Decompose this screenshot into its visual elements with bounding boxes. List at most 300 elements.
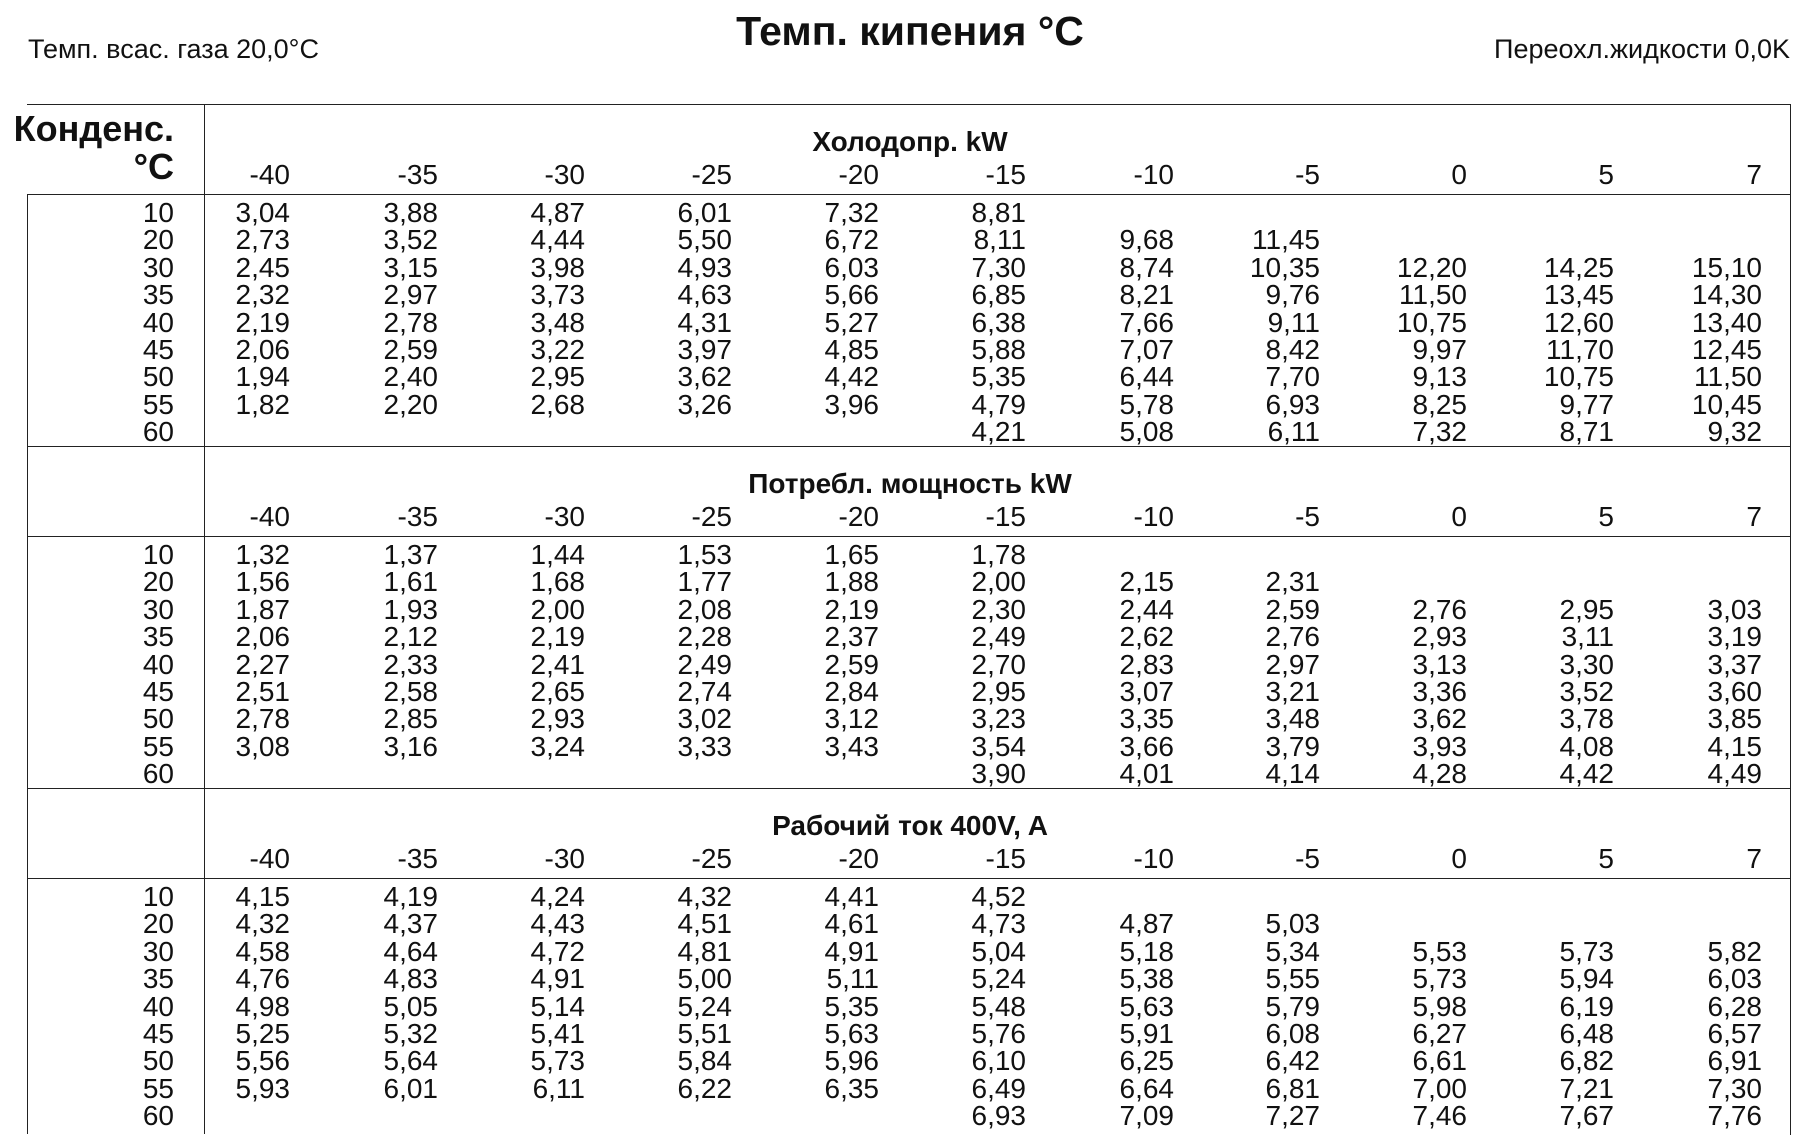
table-cell: 1,32 <box>235 539 290 570</box>
table-cell: 6,01 <box>677 197 732 228</box>
table-cell: 5,04 <box>971 935 1026 967</box>
table-cell: 4,43 <box>530 908 585 940</box>
table-cell: 3,33 <box>677 730 732 762</box>
evap-temp-header: -10 <box>1133 843 1174 874</box>
evap-temp-header: -15 <box>985 843 1026 874</box>
table-cell: 3,90 <box>971 758 1026 790</box>
table-cell: 3,04 <box>235 197 290 228</box>
table-cell: 8,42 <box>1265 334 1320 365</box>
table-cell: 4,58 <box>235 935 290 967</box>
table-cell: 2,15 <box>1119 566 1174 598</box>
table-cell: 2,93 <box>530 703 585 735</box>
evap-temp-header: 7 <box>1746 159 1762 190</box>
table-cell: 6,11 <box>1267 416 1320 448</box>
table-cell: 5,73 <box>1412 963 1467 995</box>
table-cell: 5,53 <box>1412 935 1467 967</box>
evap-temp-header: -20 <box>838 159 879 190</box>
table-cell: 4,91 <box>824 935 879 967</box>
evap-temp-header: -40 <box>249 159 290 190</box>
table-cell: 3,52 <box>383 224 438 256</box>
table-cell: 3,36 <box>1412 676 1467 707</box>
table-cell: 2,97 <box>383 279 438 311</box>
table-cell: 2,28 <box>677 621 732 653</box>
evap-temp-header: -35 <box>397 159 438 190</box>
evap-temp-header: 5 <box>1598 159 1614 190</box>
cond-temp-label: 40 <box>142 990 174 1022</box>
table-cell: 2,06 <box>235 621 290 653</box>
table-cell: 6,57 <box>1707 1018 1762 1049</box>
table-cell: 4,98 <box>235 990 290 1022</box>
table-cell: 5,73 <box>1559 935 1614 967</box>
table-cell: 6,27 <box>1412 1018 1467 1049</box>
table-cell: 5,14 <box>530 990 585 1022</box>
table-cell: 4,01 <box>1119 758 1174 790</box>
table-cell: 2,70 <box>971 648 1026 680</box>
table-cell: 6,49 <box>971 1072 1026 1104</box>
table-cell: 5,00 <box>677 963 732 995</box>
cond-temp-label: 40 <box>142 306 174 338</box>
table-cell: 5,27 <box>824 306 879 338</box>
table-cell: 2,74 <box>677 676 732 707</box>
table-cell: 1,77 <box>677 566 732 598</box>
table-cell: 4,42 <box>1559 758 1614 790</box>
evap-temp-header: -30 <box>544 843 585 874</box>
cond-temp-label: 20 <box>142 224 174 256</box>
table-cell: 2,78 <box>383 306 438 338</box>
table-cell: 6,93 <box>1265 388 1320 420</box>
table-cell: 3,60 <box>1707 676 1762 707</box>
table-cell: 5,73 <box>530 1045 585 1077</box>
evap-temp-header: 5 <box>1598 501 1614 532</box>
table-cell: 7,30 <box>1707 1072 1762 1104</box>
table-cell: 4,63 <box>677 279 732 311</box>
evap-temp-header: -15 <box>985 159 1026 190</box>
table-cell: 2,68 <box>530 388 585 420</box>
table-cell: 2,59 <box>383 334 438 365</box>
table-cell: 6,35 <box>824 1072 879 1104</box>
table-cell: 6,38 <box>971 306 1026 338</box>
table-cell: 6,61 <box>1412 1045 1467 1077</box>
table-cell: 1,65 <box>824 539 879 570</box>
table-cell: 5,50 <box>677 224 732 256</box>
table-cell: 4,81 <box>677 935 732 967</box>
table-cell: 8,74 <box>1119 251 1174 283</box>
table-cell: 2,00 <box>971 566 1026 598</box>
table-cell: 12,60 <box>1543 306 1614 338</box>
evap-temp-header: 0 <box>1451 501 1467 532</box>
table-cell: 3,96 <box>824 388 879 420</box>
table-cell: 1,87 <box>235 593 290 625</box>
table-cell: 2,83 <box>1119 648 1174 680</box>
table-cell: 5,88 <box>971 334 1026 365</box>
evap-temp-header: -25 <box>691 159 732 190</box>
table-cell: 11,45 <box>1252 224 1320 256</box>
table-cell: 6,64 <box>1119 1072 1174 1104</box>
table-cell: 5,08 <box>1119 416 1174 448</box>
evap-temp-header: -25 <box>691 501 732 532</box>
table-cell: 3,85 <box>1707 703 1762 735</box>
table-cell: 6,08 <box>1265 1018 1320 1049</box>
table-cell: 2,58 <box>383 676 438 707</box>
table-cell: 6,03 <box>1707 963 1762 995</box>
table-cell: 3,73 <box>530 279 585 311</box>
table-cell: 5,63 <box>1119 990 1174 1022</box>
table-cell: 3,24 <box>530 730 585 762</box>
table-cell: 3,88 <box>383 197 438 228</box>
header-underline <box>27 878 1790 879</box>
table-cell: 5,32 <box>383 1018 438 1049</box>
table-cell: 4,14 <box>1265 758 1320 790</box>
table-cell: 7,66 <box>1119 306 1174 338</box>
table-cell: 3,02 <box>677 703 732 735</box>
cond-temp-label: 55 <box>142 388 174 420</box>
table-cell: 4,15 <box>235 881 290 912</box>
evap-temp-header: 7 <box>1746 501 1762 532</box>
table-cell: 3,66 <box>1119 730 1174 762</box>
table-cell: 2,33 <box>383 648 438 680</box>
table-cell: 5,35 <box>824 990 879 1022</box>
evap-temp-header: -35 <box>397 501 438 532</box>
table-cell: 1,93 <box>383 593 438 625</box>
table-cell: 15,10 <box>1691 251 1762 283</box>
cond-temp-label: 10 <box>142 539 174 570</box>
table-cell: 5,24 <box>971 963 1026 995</box>
table-cell: 3,11 <box>1561 621 1614 653</box>
table-cell: 3,37 <box>1707 648 1762 680</box>
cond-temp-label: 10 <box>142 881 174 912</box>
table-cell: 5,41 <box>530 1018 585 1049</box>
evap-temp-header: -10 <box>1133 159 1174 190</box>
table-cell: 4,87 <box>1119 908 1174 940</box>
table-cell: 3,52 <box>1559 676 1614 707</box>
table-cell: 3,48 <box>530 306 585 338</box>
table-cell: 1,61 <box>383 566 438 598</box>
table-cell: 2,49 <box>971 621 1026 653</box>
cond-temp-label: 30 <box>142 251 174 283</box>
evap-temp-header: -40 <box>249 843 290 874</box>
cond-temp-label: 50 <box>142 361 174 393</box>
table-cell: 2,20 <box>383 388 438 420</box>
condensing-temp-unit: °C <box>133 146 174 187</box>
table-cell: 3,15 <box>383 251 438 283</box>
table-cell: 2,19 <box>530 621 585 653</box>
cond-temp-label: 55 <box>142 730 174 762</box>
cond-temp-label: 45 <box>142 334 174 365</box>
table-cell: 2,30 <box>971 593 1026 625</box>
cond-temp-label: 60 <box>142 758 174 790</box>
table-cell: 4,49 <box>1707 758 1762 790</box>
table-cell: 4,21 <box>971 416 1026 448</box>
evap-temp-header: -30 <box>544 159 585 190</box>
table-cell: 5,82 <box>1707 935 1762 967</box>
table-cell: 5,18 <box>1119 935 1174 967</box>
evap-temp-header: -10 <box>1133 501 1174 532</box>
liquid-subcooling-label: Переохл.жидкости 0,0K <box>1494 34 1790 64</box>
header-underline <box>27 536 1790 537</box>
page-title: Темп. кипения °C <box>736 8 1084 54</box>
condensing-temp-title: Конденс. <box>13 108 174 149</box>
table-cell: 6,81 <box>1265 1072 1320 1104</box>
cond-temp-label: 60 <box>142 1100 174 1132</box>
table-cell: 9,97 <box>1412 334 1467 365</box>
table-cell: 2,12 <box>383 621 438 653</box>
table-cell: 7,46 <box>1412 1100 1467 1132</box>
cond-temp-label: 50 <box>142 703 174 735</box>
table-cell: 5,51 <box>677 1018 732 1049</box>
evap-temp-header: -25 <box>691 843 732 874</box>
table-cell: 9,76 <box>1265 279 1320 311</box>
table-cell: 6,72 <box>824 224 879 256</box>
table-cell: 3,03 <box>1707 593 1762 625</box>
table-cell: 5,64 <box>383 1045 438 1077</box>
table-cell: 6,25 <box>1119 1045 1174 1077</box>
table-cell: 2,00 <box>530 593 585 625</box>
table-cell: 4,85 <box>824 334 879 365</box>
table-cell: 3,19 <box>1707 621 1762 653</box>
table-cell: 2,41 <box>530 648 585 680</box>
table-cell: 8,81 <box>971 197 1026 228</box>
table-cell: 6,11 <box>532 1072 585 1104</box>
table-cell: 3,30 <box>1559 648 1614 680</box>
table-cell: 5,63 <box>824 1018 879 1049</box>
table-cell: 7,70 <box>1265 361 1320 393</box>
evap-temp-header: -30 <box>544 501 585 532</box>
table-cell: 11,50 <box>1399 279 1467 311</box>
section-divider <box>27 788 1790 789</box>
cond-temp-label: 10 <box>142 197 174 228</box>
cond-temp-label: 45 <box>142 1018 174 1049</box>
table-cell: 7,67 <box>1559 1100 1614 1132</box>
table-cell: 4,72 <box>530 935 585 967</box>
table-cell: 2,97 <box>1265 648 1320 680</box>
table-cell: 7,21 <box>1559 1072 1614 1104</box>
table-cell: 4,79 <box>971 388 1026 420</box>
table-cell: 2,08 <box>677 593 732 625</box>
table-cell: 4,32 <box>235 908 290 940</box>
cond-temp-label: 30 <box>142 593 174 625</box>
table-cell: 12,45 <box>1691 334 1762 365</box>
table-cell: 5,93 <box>235 1072 290 1104</box>
table-cell: 3,48 <box>1265 703 1320 735</box>
table-cell: 2,59 <box>1265 593 1320 625</box>
table-cell: 6,10 <box>971 1045 1026 1077</box>
table-cell: 2,76 <box>1265 621 1320 653</box>
cond-temp-label: 35 <box>142 279 174 311</box>
table-cell: 3,97 <box>677 334 732 365</box>
table-cell: 5,25 <box>235 1018 290 1049</box>
evap-temp-header: 7 <box>1746 843 1762 874</box>
table-cell: 4,24 <box>530 881 585 912</box>
table-cell: 6,22 <box>677 1072 732 1104</box>
table-cell: 2,62 <box>1119 621 1174 653</box>
table-cell: 3,62 <box>677 361 732 393</box>
table-cell: 4,31 <box>677 306 732 338</box>
table-cell: 1,53 <box>677 539 732 570</box>
table-cell: 5,34 <box>1265 935 1320 967</box>
header-underline <box>27 194 1790 195</box>
table-cell: 2,06 <box>235 334 290 365</box>
table-cell: 7,27 <box>1265 1100 1320 1132</box>
table-cell: 2,32 <box>235 279 290 311</box>
table-cell: 8,21 <box>1119 279 1174 311</box>
table-cell: 5,55 <box>1265 963 1320 995</box>
cond-temp-label: 20 <box>142 908 174 940</box>
table-cell: 5,98 <box>1412 990 1467 1022</box>
table-cell: 2,73 <box>235 224 290 256</box>
evap-temp-header: 0 <box>1451 159 1467 190</box>
table-cell: 13,45 <box>1543 279 1614 311</box>
table-cell: 1,82 <box>235 388 290 420</box>
cond-temp-label: 50 <box>142 1045 174 1077</box>
table-cell: 8,71 <box>1559 416 1614 448</box>
table-cell: 5,66 <box>824 279 879 311</box>
table-cell: 2,78 <box>235 703 290 735</box>
table-cell: 3,26 <box>677 388 732 420</box>
evap-temp-header: 0 <box>1451 843 1467 874</box>
table-cell: 5,35 <box>971 361 1026 393</box>
table-cell: 3,08 <box>235 730 290 762</box>
table-cell: 7,09 <box>1119 1100 1174 1132</box>
table-cell: 4,37 <box>383 908 438 940</box>
table-cell: 9,11 <box>1267 306 1320 338</box>
table-cell: 2,44 <box>1119 593 1174 625</box>
table-cell: 5,79 <box>1265 990 1320 1022</box>
table-cell: 4,76 <box>235 963 290 995</box>
table-cell: 6,93 <box>971 1100 1026 1132</box>
table-cell: 10,35 <box>1249 251 1320 283</box>
table-cell: 3,78 <box>1559 703 1614 735</box>
table-cell: 7,32 <box>1412 416 1467 448</box>
table-cell: 3,43 <box>824 730 879 762</box>
evap-temp-header: 5 <box>1598 843 1614 874</box>
table-cell: 4,87 <box>530 197 585 228</box>
table-cell: 7,32 <box>824 197 879 228</box>
table-cell: 3,79 <box>1265 730 1320 762</box>
table-cell: 2,45 <box>235 251 290 283</box>
table-cell: 5,96 <box>824 1045 879 1077</box>
table-cell: 3,35 <box>1119 703 1174 735</box>
table-cell: 3,12 <box>824 703 879 735</box>
table-cell: 14,25 <box>1543 251 1614 283</box>
table-cell: 4,61 <box>824 908 879 940</box>
table-cell: 4,41 <box>824 881 879 912</box>
suction-gas-temp-label: Темп. всас. газа 20,0°C <box>28 34 319 64</box>
table-cell: 2,49 <box>677 648 732 680</box>
section-title: Рабочий ток 400V, A <box>772 810 1048 841</box>
table-cell: 5,84 <box>677 1045 732 1077</box>
table-cell: 7,07 <box>1119 334 1174 365</box>
table-cell: 5,56 <box>235 1045 290 1077</box>
table-cell: 5,91 <box>1119 1018 1174 1049</box>
table-cell: 6,48 <box>1559 1018 1614 1049</box>
table-cell: 2,84 <box>824 676 879 707</box>
table-cell: 4,73 <box>971 908 1026 940</box>
table-cell: 4,83 <box>383 963 438 995</box>
table-cell: 10,75 <box>1396 306 1467 338</box>
table-frame-left-border <box>27 194 28 1134</box>
table-cell: 5,03 <box>1265 908 1320 940</box>
table-cell: 3,13 <box>1412 648 1467 680</box>
table-cell: 4,32 <box>677 881 732 912</box>
table-cell: 2,76 <box>1412 593 1467 625</box>
table-cell: 11,70 <box>1546 334 1614 365</box>
table-cell: 11,50 <box>1694 361 1762 393</box>
table-cell: 5,05 <box>383 990 438 1022</box>
table-cell: 4,93 <box>677 251 732 283</box>
table-cell: 5,78 <box>1119 388 1174 420</box>
table-cell: 4,42 <box>824 361 879 393</box>
cond-temp-label: 55 <box>142 1072 174 1104</box>
table-cell: 3,98 <box>530 251 585 283</box>
table-cell: 2,59 <box>824 648 879 680</box>
table-cell: 3,22 <box>530 334 585 365</box>
table-cell: 1,78 <box>971 539 1026 570</box>
table-cell: 6,82 <box>1559 1045 1614 1077</box>
table-cell: 4,28 <box>1412 758 1467 790</box>
table-cell: 2,93 <box>1412 621 1467 653</box>
table-cell: 1,88 <box>824 566 879 598</box>
evap-temp-header: -40 <box>249 501 290 532</box>
table-cell: 6,44 <box>1119 361 1174 393</box>
table-cell: 14,30 <box>1691 279 1762 311</box>
section-divider <box>27 446 1790 447</box>
evap-temp-header: -5 <box>1295 843 1320 874</box>
table-cell: 2,95 <box>530 361 585 393</box>
cond-temp-label: 45 <box>142 676 174 707</box>
evap-temp-header: -20 <box>838 843 879 874</box>
table-cell: 2,27 <box>235 648 290 680</box>
table-cell: 10,45 <box>1691 388 1762 420</box>
table-cell: 3,21 <box>1265 676 1320 707</box>
table-cell: 2,40 <box>383 361 438 393</box>
table-cell: 1,37 <box>383 539 438 570</box>
table-cell: 7,30 <box>971 251 1026 283</box>
table-cell: 6,01 <box>383 1072 438 1104</box>
evap-temp-header: -15 <box>985 501 1026 532</box>
table-cell: 9,32 <box>1707 416 1762 448</box>
cond-temp-label: 35 <box>142 621 174 653</box>
evap-temp-header: -5 <box>1295 501 1320 532</box>
table-cell: 3,93 <box>1412 730 1467 762</box>
table-cell: 2,85 <box>383 703 438 735</box>
table-cell: 1,68 <box>530 566 585 598</box>
table-cell: 4,51 <box>677 908 732 940</box>
section-title: Холодопр. kW <box>812 126 1008 157</box>
table-cell: 13,40 <box>1691 306 1762 338</box>
table-cell: 4,19 <box>383 881 438 912</box>
table-cell: 2,31 <box>1265 566 1320 598</box>
cond-temp-label: 40 <box>142 648 174 680</box>
table-cell: 2,19 <box>235 306 290 338</box>
table-cell: 6,91 <box>1707 1045 1762 1077</box>
cond-temp-label: 60 <box>142 416 174 448</box>
table-cell: 5,94 <box>1559 963 1614 995</box>
table-cell: 2,37 <box>824 621 879 653</box>
table-cell: 1,94 <box>235 361 290 393</box>
table-cell: 8,25 <box>1412 388 1467 420</box>
table-cell: 4,44 <box>530 224 585 256</box>
table-cell: 9,13 <box>1412 361 1467 393</box>
table-cell: 2,19 <box>824 593 879 625</box>
table-cell: 7,00 <box>1412 1072 1467 1104</box>
table-cell: 4,64 <box>383 935 438 967</box>
section-title: Потребл. мощность kW <box>748 468 1072 499</box>
table-cell: 6,03 <box>824 251 879 283</box>
table-cell: 3,62 <box>1412 703 1467 735</box>
table-cell: 5,11 <box>826 963 879 995</box>
table-cell: 5,24 <box>677 990 732 1022</box>
table-cell: 8,11 <box>973 224 1026 256</box>
